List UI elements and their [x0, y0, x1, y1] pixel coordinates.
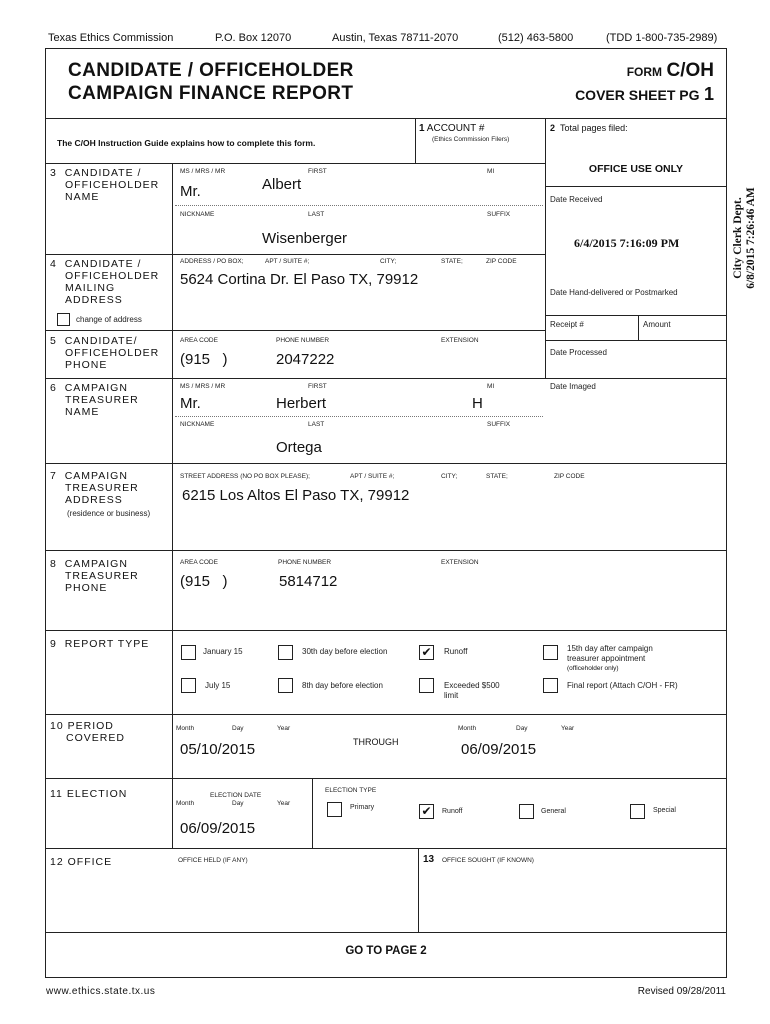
section-5-line3: PHONE [65, 359, 108, 371]
treas-street-label: STREET ADDRESS (NO PO BOX PLEASE); [180, 473, 310, 480]
treas-mi[interactable]: H [472, 395, 483, 412]
section-8-line1: CAMPAIGN [64, 558, 128, 570]
pages-filed-label: Total pages filed: [560, 123, 628, 133]
treas-phone-label: PHONE NUMBER [278, 559, 332, 566]
cand-state-label: STATE; [441, 258, 463, 265]
section-5-line2: OFFICEHOLDER [65, 347, 160, 359]
section-7-line1: CAMPAIGN [64, 470, 128, 482]
cand-zip-label: ZIP CODE [486, 258, 517, 265]
section-10-num: 10 [50, 720, 64, 732]
section-6-num: 6 [50, 382, 57, 394]
report-30day-label: 30th day before election [302, 647, 388, 656]
election-day-label: Day [232, 800, 244, 807]
stamp-line2: 6/8/2015 7:26:46 AM [745, 187, 757, 289]
cand-phone-number[interactable]: 2047222 [276, 351, 335, 368]
footer-website: www.ethics.state.tx.us [46, 986, 156, 997]
election-runoff-checkbox[interactable]: ✔ [419, 804, 434, 819]
period-to-day-label: Day [516, 725, 528, 732]
form-code-block [575, 60, 714, 105]
treas-area-code[interactable]: (915 ) [180, 573, 228, 590]
treas-mi-label: MI [487, 383, 495, 390]
treas-last-label: LAST [308, 421, 325, 428]
section-13-num: 13 [423, 854, 435, 865]
report-runoff-checkbox[interactable]: ✔ [419, 645, 434, 660]
election-runoff-label: Runoff [442, 808, 463, 815]
section-11-num: 11 [50, 788, 63, 800]
cand-city-label: CITY; [380, 258, 397, 265]
treas-first[interactable]: Herbert [276, 395, 327, 412]
pages-filed-num: 2 [550, 123, 556, 133]
treas-address-value[interactable]: 6215 Los Altos El Paso TX, 79912 [182, 487, 410, 504]
agency-phone: (512) 463-5800 [498, 32, 574, 44]
date-imaged-label: Date Imaged [550, 382, 596, 391]
receipt-label: Receipt # [550, 320, 584, 329]
section-7-num: 7 [50, 470, 57, 482]
agency-city: Austin, Texas 78711-2070 [332, 32, 459, 44]
agency-name: Texas Ethics Commission [48, 32, 174, 44]
cover-sheet-label: COVER SHEET PG [575, 87, 700, 103]
report-jan15-checkbox[interactable] [181, 645, 196, 660]
go-to-page-2: GO TO PAGE 2 [345, 945, 427, 957]
report-runoff-label: Runoff [444, 647, 468, 656]
section-12-title: OFFICE [67, 856, 113, 868]
form-title-line1: CANDIDATE / OFFICEHOLDER [68, 60, 354, 81]
section-6-line3: NAME [65, 406, 100, 418]
section-3-line1: CANDIDATE / [64, 167, 142, 179]
section-9-num: 9 [50, 638, 57, 650]
cand-mi-label: MI [487, 168, 495, 175]
treas-city-label: CITY; [441, 473, 458, 480]
hand-delivered-label: Date Hand-delivered or Postmarked [550, 288, 678, 297]
report-jul15-label: July 15 [205, 681, 231, 690]
treas-ext-label: EXTENSION [441, 559, 479, 566]
cand-first[interactable]: Albert [262, 176, 302, 193]
election-primary-checkbox[interactable] [327, 802, 342, 817]
office-sought-label: OFFICE SOUGHT (IF KNOWN) [442, 857, 534, 864]
period-from-day-label: Day [232, 725, 244, 732]
report-jul15-checkbox[interactable] [181, 678, 196, 693]
election-general-checkbox[interactable] [519, 804, 534, 819]
section-7-label [50, 470, 139, 506]
section-5-num: 5 [50, 335, 57, 347]
section-12-num: 12 [50, 856, 64, 868]
cand-address-value[interactable]: 5624 Cortina Dr. El Paso TX, 79912 [180, 271, 419, 288]
section-7-line2: TREASURER [65, 482, 139, 494]
date-processed-label: Date Processed [550, 348, 607, 357]
account-label: ACCOUNT # [426, 123, 485, 134]
cand-phone-label: PHONE NUMBER [276, 337, 330, 344]
report-exceeded-checkbox[interactable] [419, 678, 434, 693]
section-10-label [50, 720, 125, 744]
cand-ext-label: EXTENSION [441, 337, 479, 344]
period-to-year-label: Year [561, 725, 575, 732]
stamp-line1: City Clerk Dept. [732, 197, 744, 279]
account-sub: (Ethics Commission Filers) [432, 136, 510, 143]
amount-label: Amount [643, 320, 671, 329]
section-10-line2: COVERED [66, 732, 125, 744]
period-to-date[interactable]: 06/09/2015 [461, 741, 537, 758]
treas-last[interactable]: Ortega [276, 439, 322, 456]
treas-nickname-label: NICKNAME [180, 421, 215, 428]
change-of-address-label: change of address [76, 315, 142, 324]
section-7-line3: ADDRESS [65, 494, 123, 506]
election-year-label: Year [277, 800, 291, 807]
report-jan15-label: January 15 [203, 647, 243, 656]
period-through-label: THROUGH [353, 737, 399, 747]
treas-first-label: FIRST [308, 383, 327, 390]
section-11-label [50, 788, 127, 800]
date-received-stamp: 6/4/2015 7:16:09 PM [574, 236, 680, 250]
date-received-label: Date Received [550, 195, 603, 204]
pages-filed-block [550, 123, 628, 133]
report-8day-label: 8th day before election [302, 681, 383, 690]
cand-address-label: ADDRESS / PO BOX; [180, 258, 244, 265]
section-8-num: 8 [50, 558, 57, 570]
section-8-line2: TREASURER [65, 570, 139, 582]
form-prefix: FORM [626, 65, 663, 79]
section-8-label [50, 558, 139, 594]
form-title-line2: CAMPAIGN FINANCE REPORT [68, 83, 354, 104]
report-final-checkbox[interactable] [543, 678, 558, 693]
report-8day-checkbox[interactable] [278, 678, 293, 693]
cand-first-label: FIRST [308, 168, 327, 175]
section-4-line2: OFFICEHOLDER [65, 270, 160, 282]
period-from-month-label: Month [176, 725, 195, 732]
footer-revised: Revised 09/28/2011 [637, 986, 726, 997]
report-15th-sub: (officeholder only) [567, 665, 619, 672]
cand-last-label: LAST [308, 211, 325, 218]
section-4-line4: ADDRESS [65, 294, 123, 306]
section-3-num: 3 [50, 167, 57, 179]
section-3-line3: NAME [65, 191, 100, 203]
cand-apt-label: APT / SUITE #; [265, 258, 310, 265]
section-4-line1: CANDIDATE / [64, 258, 142, 270]
treas-phone-number[interactable]: 5814712 [279, 573, 338, 590]
change-of-address-checkbox[interactable] [57, 313, 70, 326]
cand-last[interactable]: Wisenberger [262, 230, 348, 247]
treas-state-label: STATE; [486, 473, 508, 480]
cover-page-number: 1 [703, 84, 714, 104]
cand-suffix-label: SUFFIX [487, 211, 511, 218]
report-final-label: Final report (Attach C/OH - FR) [567, 681, 678, 690]
city-clerk-stamp [732, 168, 758, 308]
election-general-label: General [541, 808, 566, 815]
section-9-title: REPORT TYPE [64, 638, 150, 650]
section-4-line3: MAILING [65, 282, 116, 294]
report-30day-checkbox[interactable] [278, 645, 293, 660]
instruction-text: The C/OH Instruction Guide explains how to complete this form. [57, 138, 316, 148]
election-primary-label: Primary [350, 804, 375, 811]
section-3-line2: OFFICEHOLDER [65, 179, 160, 191]
cand-ms-label: MS / MRS / MR [180, 168, 226, 175]
report-15th-label: 15th day after campaign treasurer appointment [567, 644, 653, 663]
period-to-month-label: Month [458, 725, 477, 732]
treas-apt-label: APT / SUITE #; [350, 473, 395, 480]
treas-suffix-label: SUFFIX [487, 421, 511, 428]
cand-area-code[interactable]: (915 ) [180, 351, 228, 368]
election-special-checkbox[interactable] [630, 804, 645, 819]
section-5-line1: CANDIDATE/ [64, 335, 138, 347]
period-from-year-label: Year [277, 725, 291, 732]
section-6-line2: TREASURER [65, 394, 139, 406]
cand-title[interactable]: Mr. [180, 183, 201, 200]
report-exceeded-label: Exceeded $500 limit [444, 681, 500, 700]
treas-ms-label: MS / MRS / MR [180, 383, 226, 390]
election-type-label: ELECTION TYPE [325, 787, 377, 794]
account-label-block [419, 123, 484, 134]
section-10-line1: PERIOD [67, 720, 114, 732]
agency-pobox: P.O. Box 12070 [215, 32, 292, 44]
section-11-title: ELECTION [66, 788, 128, 800]
section-4-label [50, 258, 159, 306]
section-7-sub: (residence or business) [67, 509, 151, 518]
section-9-label [50, 638, 149, 650]
election-date-value[interactable]: 06/09/2015 [180, 820, 256, 837]
cand-nickname-label: NICKNAME [180, 211, 215, 218]
cand-area-label: AREA CODE [180, 337, 218, 344]
election-date-label: ELECTION DATE [210, 792, 262, 799]
section-6-label [50, 382, 139, 418]
treas-zip-label: ZIP CODE [554, 473, 585, 480]
office-held-label: OFFICE HELD (IF ANY) [178, 857, 248, 864]
section-4-num: 4 [50, 258, 57, 270]
section-8-line3: PHONE [65, 582, 108, 594]
treas-title[interactable]: Mr. [180, 395, 201, 412]
period-from-date[interactable]: 05/10/2015 [180, 741, 256, 758]
treas-area-label: AREA CODE [180, 559, 218, 566]
election-month-label: Month [176, 800, 195, 807]
account-num: 1 [419, 123, 425, 134]
section-3-label [50, 167, 159, 203]
election-special-label: Special [653, 807, 676, 814]
office-use-title: OFFICE USE ONLY [588, 163, 684, 175]
section-12-label [50, 856, 112, 868]
report-15th-checkbox[interactable] [543, 645, 558, 660]
agency-tdd: (TDD 1-800-735-2989) [606, 32, 718, 44]
section-5-label [50, 335, 159, 371]
section-6-line1: CAMPAIGN [64, 382, 128, 394]
form-code: C/OH [666, 60, 714, 81]
